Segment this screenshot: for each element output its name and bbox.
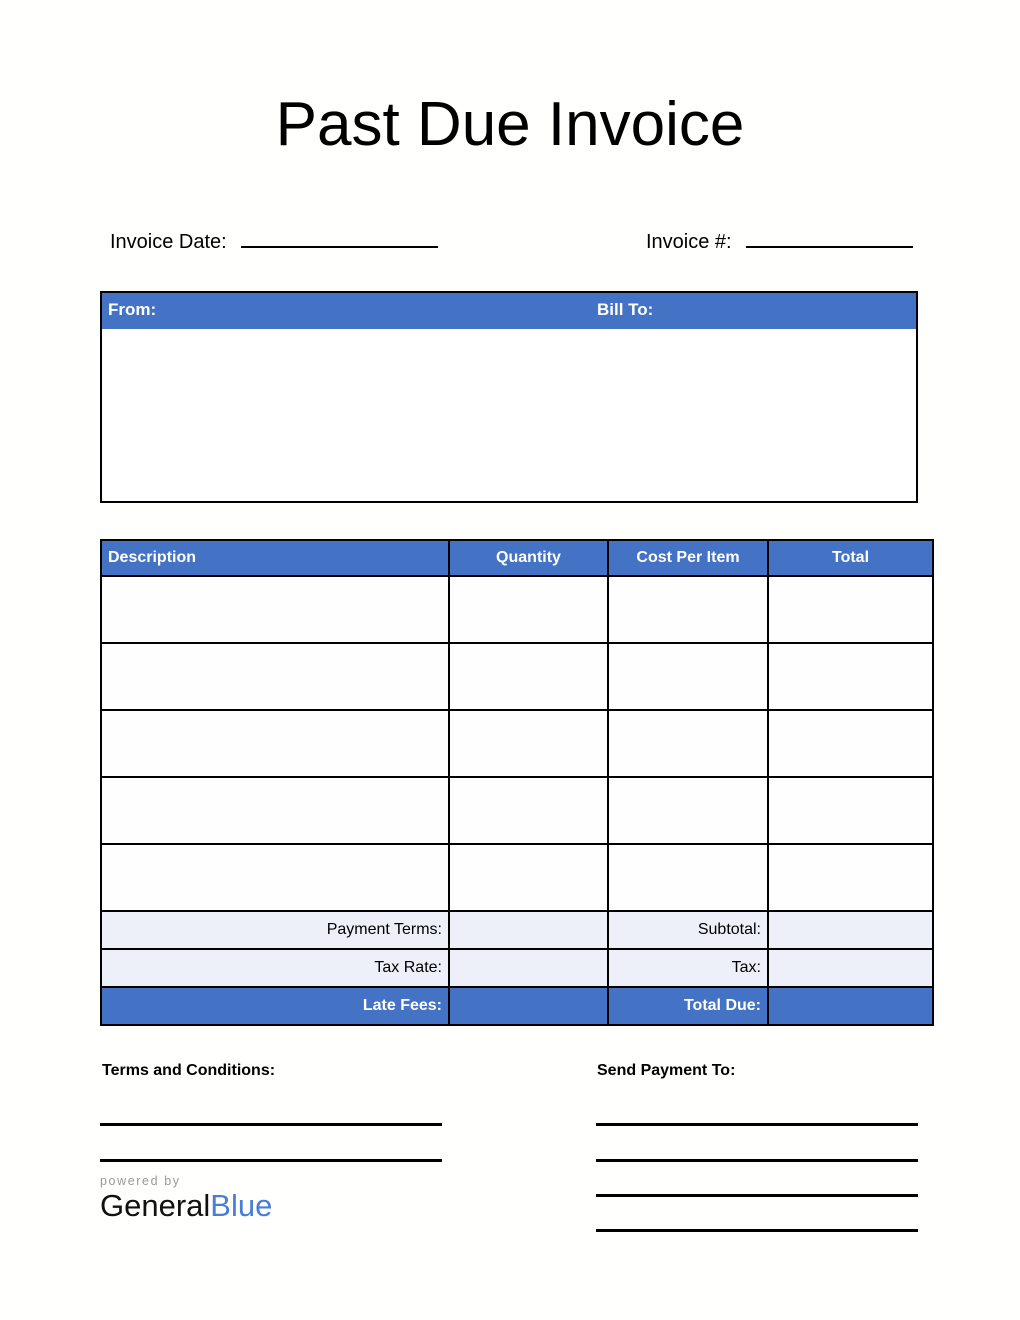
terms-line-2[interactable] [100, 1159, 442, 1162]
late-fees-value[interactable] [449, 987, 608, 1025]
table-header-row [101, 540, 933, 576]
column-header-cost-per-item: Cost Per Item [608, 540, 768, 576]
cell-cost-per-item[interactable] [608, 643, 768, 710]
payment-line-3[interactable] [596, 1194, 918, 1197]
cell-total[interactable] [768, 643, 933, 710]
bill-to-label: Bill To: [597, 300, 654, 319]
subtotal-label: Subtotal: [608, 911, 768, 949]
cell-cost-per-item[interactable] [608, 710, 768, 777]
invoice-items-table [100, 539, 934, 1026]
payment-line-2[interactable] [596, 1159, 918, 1162]
payment-terms-label: Payment Terms: [101, 911, 449, 949]
table-row [101, 576, 933, 643]
invoice-number-group [646, 224, 913, 254]
payment-terms-subtotal-row [101, 911, 933, 949]
logo-blue-text: Blue [210, 1187, 273, 1223]
tax-label: Tax: [608, 949, 768, 987]
payment-line-1[interactable] [596, 1123, 918, 1126]
table-row [101, 844, 933, 911]
total-due-label: Total Due: [608, 987, 768, 1025]
logo-wordmark [100, 1189, 360, 1224]
total-due-value[interactable] [768, 987, 933, 1025]
cell-quantity[interactable] [449, 643, 608, 710]
column-header-total: Total [768, 540, 933, 576]
late-fees-label: Late Fees: [101, 987, 449, 1025]
cell-cost-per-item[interactable] [608, 844, 768, 911]
cell-quantity[interactable] [449, 844, 608, 911]
terms-and-conditions-label: Terms and Conditions: [102, 1062, 276, 1079]
subtotal-value[interactable] [768, 911, 933, 949]
late-fees-total-due-row [101, 987, 933, 1025]
invoice-date-input[interactable] [241, 224, 438, 248]
cell-cost-per-item[interactable] [608, 777, 768, 844]
terms-line-1[interactable] [100, 1123, 442, 1126]
tax-rate-value[interactable] [449, 949, 608, 987]
cell-total[interactable] [768, 576, 933, 643]
send-payment-to-label: Send Payment To: [597, 1062, 736, 1079]
cell-quantity[interactable] [449, 710, 608, 777]
tax-value[interactable] [768, 949, 933, 987]
from-label: From: [108, 300, 157, 319]
from-billto-box [100, 291, 918, 503]
invoice-number-input[interactable] [746, 224, 913, 248]
cell-cost-per-item[interactable] [608, 576, 768, 643]
cell-quantity[interactable] [449, 777, 608, 844]
column-header-description: Description [101, 540, 449, 576]
invoice-meta-row [100, 224, 918, 258]
payment-line-4[interactable] [596, 1229, 918, 1232]
generalblue-logo [100, 1175, 360, 1223]
cell-description[interactable] [101, 710, 449, 777]
invoice-date-label: Invoice Date: [110, 231, 227, 253]
tax-rate-label: Tax Rate: [101, 949, 449, 987]
cell-description[interactable] [101, 777, 449, 844]
cell-total[interactable] [768, 710, 933, 777]
tax-rate-tax-row [101, 949, 933, 987]
cell-description[interactable] [101, 643, 449, 710]
cell-total[interactable] [768, 844, 933, 911]
cell-quantity[interactable] [449, 576, 608, 643]
invoice-date-group [110, 224, 438, 254]
page-title: Past Due Invoice [275, 90, 745, 159]
cell-description[interactable] [101, 844, 449, 911]
powered-by-label: powered by [100, 1174, 181, 1188]
table-row [101, 710, 933, 777]
cell-description[interactable] [101, 576, 449, 643]
table-row [101, 777, 933, 844]
table-row [101, 643, 933, 710]
from-billto-body[interactable] [102, 329, 916, 501]
invoice-number-label: Invoice #: [646, 231, 732, 253]
payment-terms-value[interactable] [449, 911, 608, 949]
cell-total[interactable] [768, 777, 933, 844]
column-header-quantity: Quantity [449, 540, 608, 576]
logo-general-text: General [100, 1187, 211, 1223]
from-billto-header [102, 293, 916, 329]
